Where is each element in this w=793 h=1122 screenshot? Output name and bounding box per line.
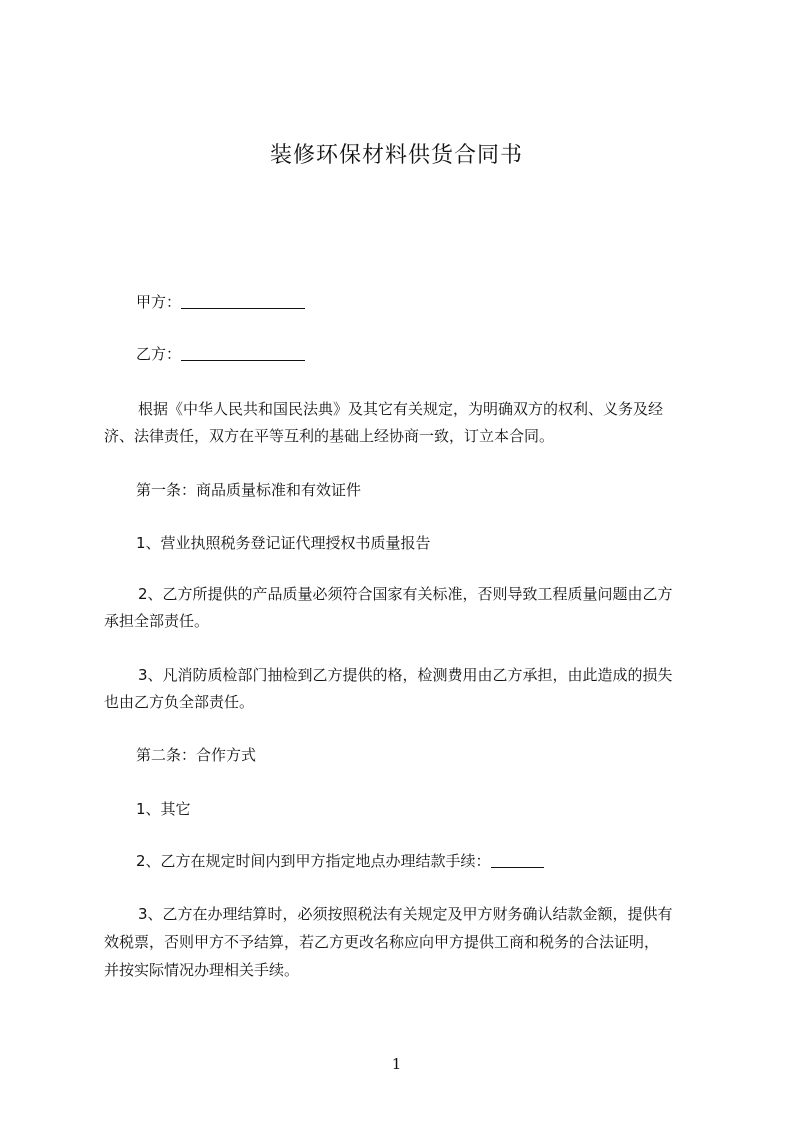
article2-item3-line2: 效税票，否则甲方不予结算，若乙方更改名称应向甲方提供工商和税务的合法证明， xyxy=(104,933,660,951)
article1-item3-line1: 3、凡消防质检部门抽检到乙方提供的格，检测费用由乙方承担，由此造成的损失 xyxy=(138,666,673,684)
article1-item3-line2: 也由乙方负全部责任。 xyxy=(104,693,255,711)
article2-item2-line xyxy=(136,847,716,875)
party-b-line xyxy=(136,340,716,368)
article1-heading: 第一条：商品质量标准和有效证件 xyxy=(136,481,362,499)
page-number: 1 xyxy=(391,1055,402,1073)
party-a-blank xyxy=(181,292,305,309)
intro-line-2: 济、法律责任，双方在平等互利的基础上经协商一致，订立本合同。 xyxy=(104,427,555,445)
party-a-label: 甲方： xyxy=(136,293,182,311)
article1-item1: 1、营业执照税务登记证代理授权书质量报告 xyxy=(136,534,431,552)
party-a-line xyxy=(136,288,716,316)
article1-item2-line1: 2、乙方所提供的产品质量必须符合国家有关标准，否则导致工程质量问题由乙方 xyxy=(138,585,673,603)
article2-item2: 2、乙方在规定时间内到甲方指定地点办理结款手续： xyxy=(136,852,491,870)
document-title: 装修环保材料供货合同书 xyxy=(269,143,523,168)
article2-item3-line3: 并按实际情况办理相关手续。 xyxy=(104,961,300,979)
payment-blank xyxy=(491,851,544,868)
article2-item3-line1: 3、乙方在办理结算时，必须按照税法有关规定及甲方财务确认结款金额，提供有 xyxy=(138,905,673,923)
intro-line-1: 根据《中华人民共和国民法典》及其它有关规定，为明确双方的权利、义务及经 xyxy=(138,400,664,418)
article2-item1: 1、其它 xyxy=(136,800,191,818)
article1-item2-line2: 承担全部责任。 xyxy=(104,612,210,630)
party-b-blank xyxy=(181,344,305,361)
article2-heading: 第二条：合作方式 xyxy=(136,746,257,764)
party-b-label: 乙方： xyxy=(136,345,182,363)
